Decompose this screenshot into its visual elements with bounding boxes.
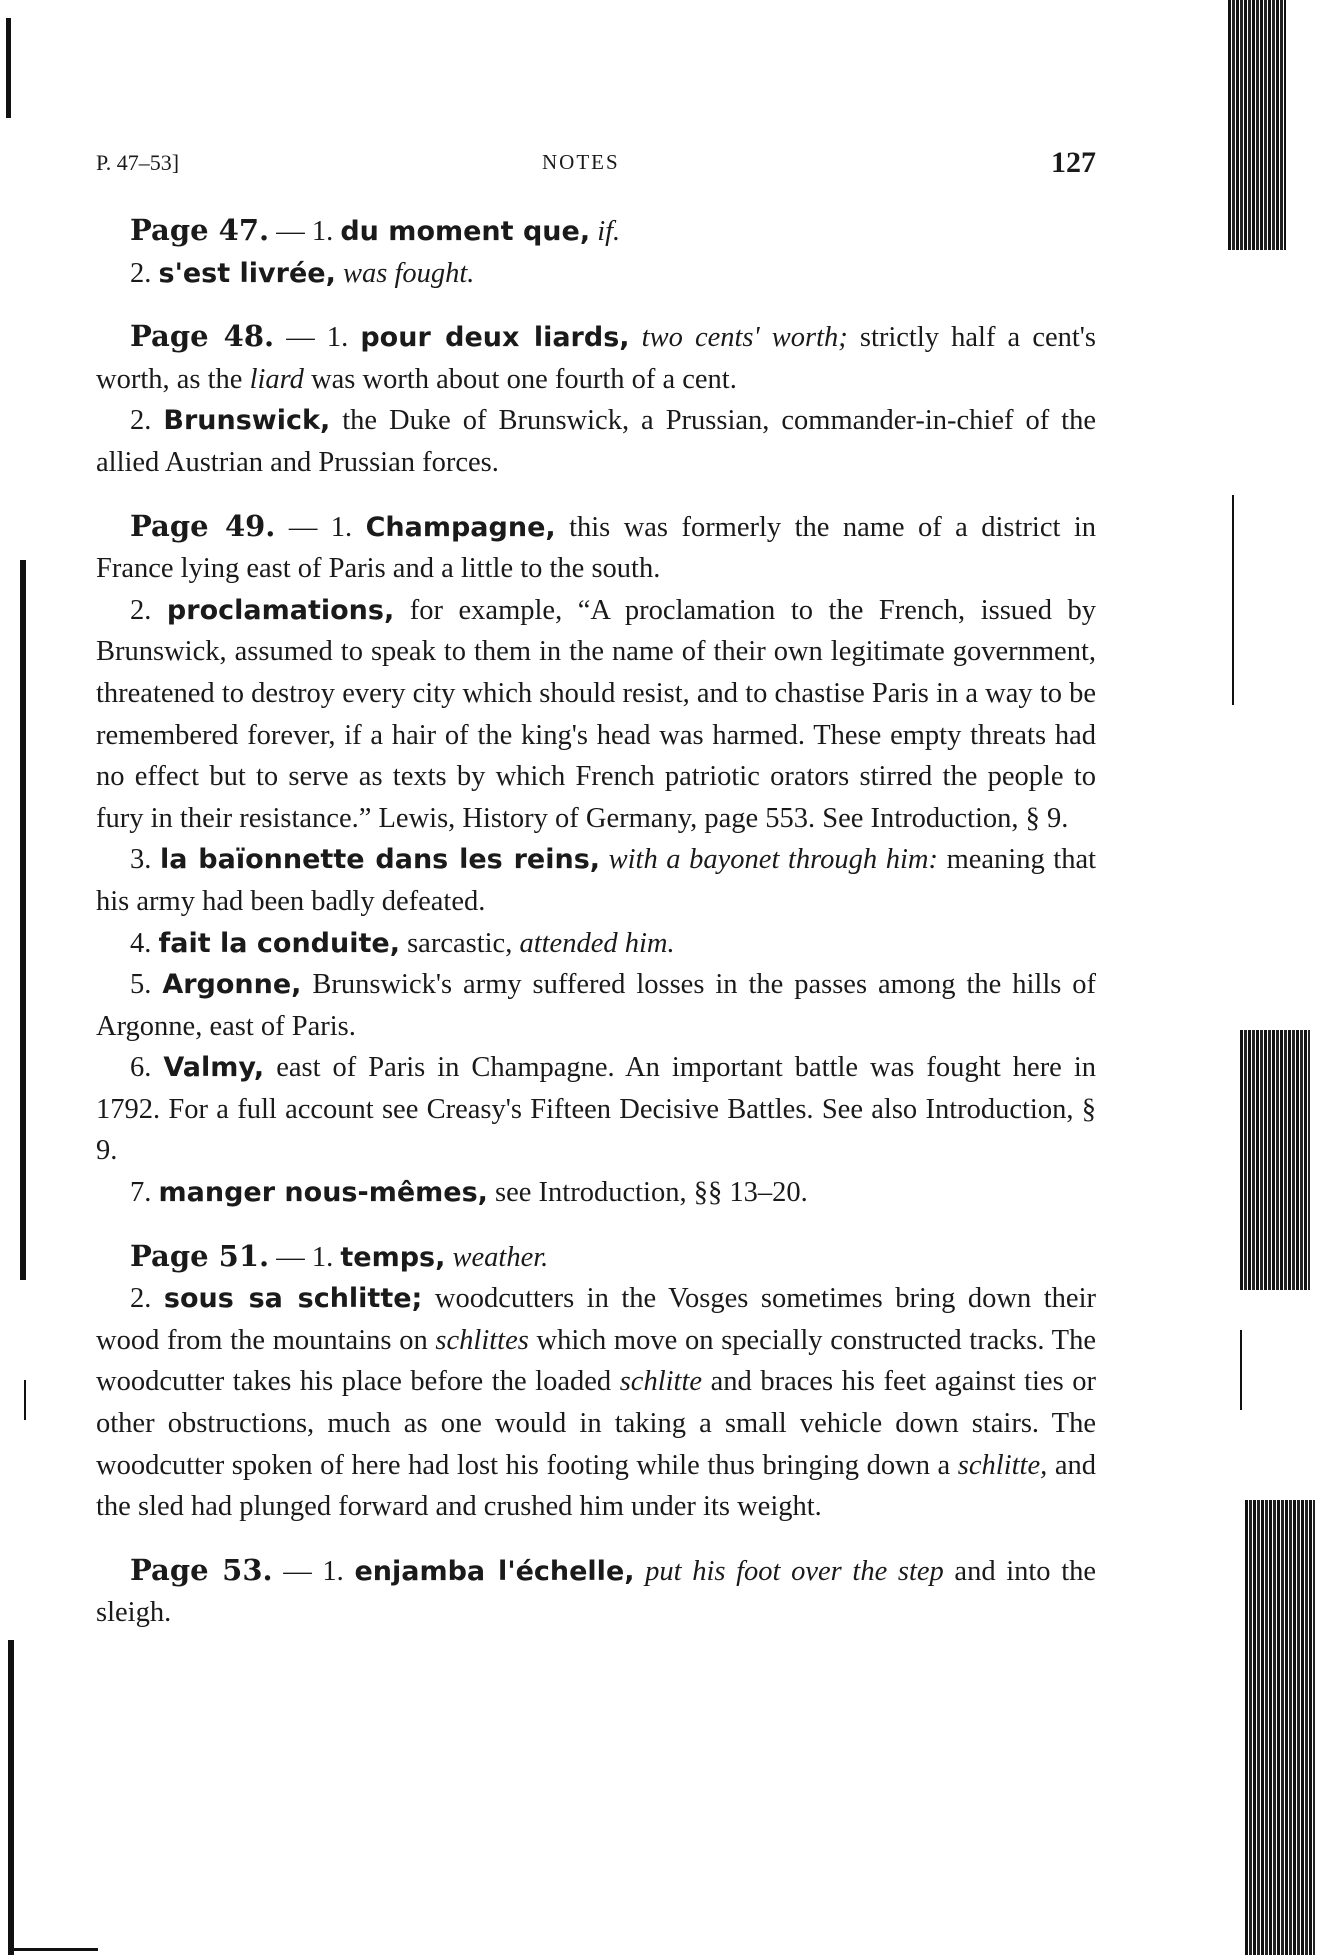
scan-strip-right-middle bbox=[1240, 1030, 1310, 1290]
note-entry bbox=[96, 839, 1096, 922]
note-text bbox=[445, 1242, 452, 1273]
note-text: and the sled had plunged forward and crushed him under its weight. bbox=[96, 1449, 1096, 1523]
page-reference: Page 47. bbox=[130, 213, 270, 247]
note-number: 1. bbox=[311, 216, 334, 247]
scan-mark-top-left bbox=[6, 18, 11, 118]
note-text: and braces his feet against ties or other obstructions, much as one would in taking a small vehicle down stairs. The woodcutter spoken of here had lost his footing while thus bringing down a bbox=[96, 1366, 1096, 1481]
note-entry: Page 48. — 1. pour deux liards, two cents' worth; strictly half a cent's worth, as the liard was worth about one fourth of a cent. bbox=[96, 319, 1097, 395]
note-term: Champagne, bbox=[365, 511, 556, 543]
note-italic-text: schlitte bbox=[619, 1366, 703, 1398]
note-term: du moment que, bbox=[340, 216, 591, 247]
note-italic-text: with a bayonet through him: bbox=[608, 844, 938, 876]
scan-strip-top-right bbox=[1228, 0, 1286, 250]
note-italic-text: attended him. bbox=[519, 927, 675, 959]
note-entry bbox=[96, 253, 1096, 295]
note-entry: Page 51. — 1. temps, weather. bbox=[96, 1236, 1096, 1279]
note-entry bbox=[96, 1047, 1096, 1172]
note-text bbox=[630, 322, 642, 353]
note-text: meaning that his army had been badly defeated. bbox=[96, 844, 1097, 917]
page-reference: Page 49. bbox=[130, 508, 276, 543]
note-term: s'est livrée, bbox=[158, 257, 336, 289]
note-italic-text: weather. bbox=[452, 1241, 549, 1273]
note-text: was worth about one fourth of a cent. bbox=[303, 363, 737, 395]
note-number: 1. bbox=[311, 1241, 334, 1273]
note-italic-text: was fought. bbox=[342, 257, 475, 289]
note-number: 7. bbox=[130, 1177, 152, 1209]
note-term: pour deux liards, bbox=[360, 322, 630, 354]
note-number: 2. bbox=[130, 405, 152, 437]
notes-section bbox=[96, 316, 1096, 483]
notes-section bbox=[96, 1550, 1096, 1634]
note-term: la baïonnette dans les reins, bbox=[159, 844, 601, 876]
note-text bbox=[600, 844, 609, 875]
note-term: fait la conduite, bbox=[158, 927, 400, 959]
note-italic-text: two cents' worth; bbox=[641, 322, 848, 354]
note-text: which move on specially constructed tracks. The woodcutter takes his place before the loaded bbox=[96, 1324, 1096, 1398]
scan-mark-right-thin-2 bbox=[1240, 1330, 1242, 1410]
note-entry bbox=[96, 964, 1096, 1047]
note-term: Argonne, bbox=[162, 969, 302, 1001]
note-text: and into the sleigh. bbox=[96, 1555, 1097, 1629]
notes-section bbox=[96, 506, 1096, 1214]
notes-body bbox=[96, 210, 1096, 1656]
page-reference: Page 48. bbox=[130, 319, 275, 354]
note-number: 5. bbox=[130, 969, 152, 1001]
running-header bbox=[96, 146, 1096, 179]
note-entry bbox=[96, 590, 1096, 840]
page-reference: Page 51. bbox=[130, 1238, 270, 1273]
note-text bbox=[336, 258, 343, 289]
note-entry bbox=[96, 1278, 1096, 1528]
note-number: 4. bbox=[130, 927, 152, 959]
note-term: proclamations, bbox=[166, 594, 395, 626]
scan-mark-right-thin-1 bbox=[1232, 495, 1234, 705]
note-number: 6. bbox=[130, 1052, 152, 1084]
note-text: for example, “A proclamation to the French, issued by Brunswick, assumed to speak to them in the name of their own legitimate government, threatened to destroy every city which should resist, and to chastise Paris in a way to be remembered forever, if a hair of the king's head was harmed. These empty threats had no effect but to serve as texts by which French patriotic orators stirred the people to fury in their resistance.” Lewis, History of Germany, page 553. See Introduction, § 9. bbox=[96, 594, 1096, 834]
note-term: Valmy, bbox=[163, 1052, 265, 1084]
note-text bbox=[635, 1556, 646, 1587]
note-entry: Page 47. — 1. du moment que, if. bbox=[96, 210, 1096, 253]
note-term: sous sa schlitte; bbox=[163, 1283, 423, 1315]
note-italic-text: schlitte, bbox=[957, 1449, 1048, 1481]
note-italic-text: if. bbox=[597, 216, 621, 247]
note-entry bbox=[96, 400, 1096, 483]
note-number: 2. bbox=[130, 1283, 152, 1315]
notes-section bbox=[96, 1236, 1096, 1528]
note-text: sarcastic, bbox=[399, 927, 520, 959]
note-italic-text: schlittes bbox=[435, 1324, 529, 1356]
notes-section bbox=[96, 210, 1096, 294]
note-number: 3. bbox=[130, 844, 152, 876]
note-italic-text: put his foot over the step bbox=[645, 1555, 944, 1587]
scan-mark-left-tick bbox=[24, 1380, 26, 1420]
note-number: 2. bbox=[130, 594, 152, 626]
note-term: manger nous-mêmes, bbox=[158, 1177, 488, 1209]
note-text: this was formerly the name of a district in France lying east of Paris and a little to the south. bbox=[96, 511, 1096, 585]
header-page-number: 127 bbox=[1051, 146, 1096, 179]
scan-mark-left-bottom bbox=[8, 1640, 14, 1955]
header-page-range: P. 47–53] bbox=[96, 150, 180, 175]
note-term: enjamba l'échelle, bbox=[354, 1555, 635, 1587]
note-text: Brunswick's army suffered losses in the passes among the hills of Argonne, east of Paris. bbox=[96, 969, 1097, 1042]
scan-mark-left-bar bbox=[20, 560, 26, 1280]
note-entry bbox=[96, 1172, 1096, 1214]
scan-mark-bottom-line bbox=[8, 1948, 98, 1951]
page-reference: Page 53. bbox=[130, 1552, 273, 1587]
note-term: temps, bbox=[340, 1241, 446, 1273]
note-text: the Duke of Brunswick, a Prussian, commander-in-chief of the allied Austrian and Prussian forces. bbox=[96, 405, 1096, 478]
note-number: 1. bbox=[322, 1555, 344, 1587]
note-italic-text: liard bbox=[249, 363, 304, 395]
note-term: Brunswick, bbox=[163, 405, 331, 437]
scan-strip-bottom-right bbox=[1245, 1500, 1315, 1955]
note-number: 2. bbox=[130, 257, 152, 289]
note-entry bbox=[96, 923, 1096, 965]
note-text: see Introduction, §§ 13–20. bbox=[487, 1177, 808, 1209]
header-title: NOTES bbox=[542, 150, 620, 174]
note-text: east of Paris in Champagne. An important battle was fought here in 1792. For a full account see Creasy's Fifteen Decisive Battles. See also Introduction, § 9. bbox=[96, 1052, 1097, 1167]
note-text: strictly half a cent's worth, as the bbox=[96, 322, 1097, 395]
note-entry: Page 49. — 1. Champagne, this was formerly the name of a district in France lying east of Paris and a little to the south. bbox=[96, 508, 1096, 585]
note-text: woodcutters in the Vosges sometimes bring down their wood from the mountains on bbox=[96, 1283, 1096, 1356]
note-entry: Page 53. — 1. enjamba l'échelle, put his foot over the step and into the sleigh. bbox=[96, 1552, 1097, 1629]
note-number: 1. bbox=[326, 322, 349, 354]
note-number: 1. bbox=[330, 511, 353, 543]
